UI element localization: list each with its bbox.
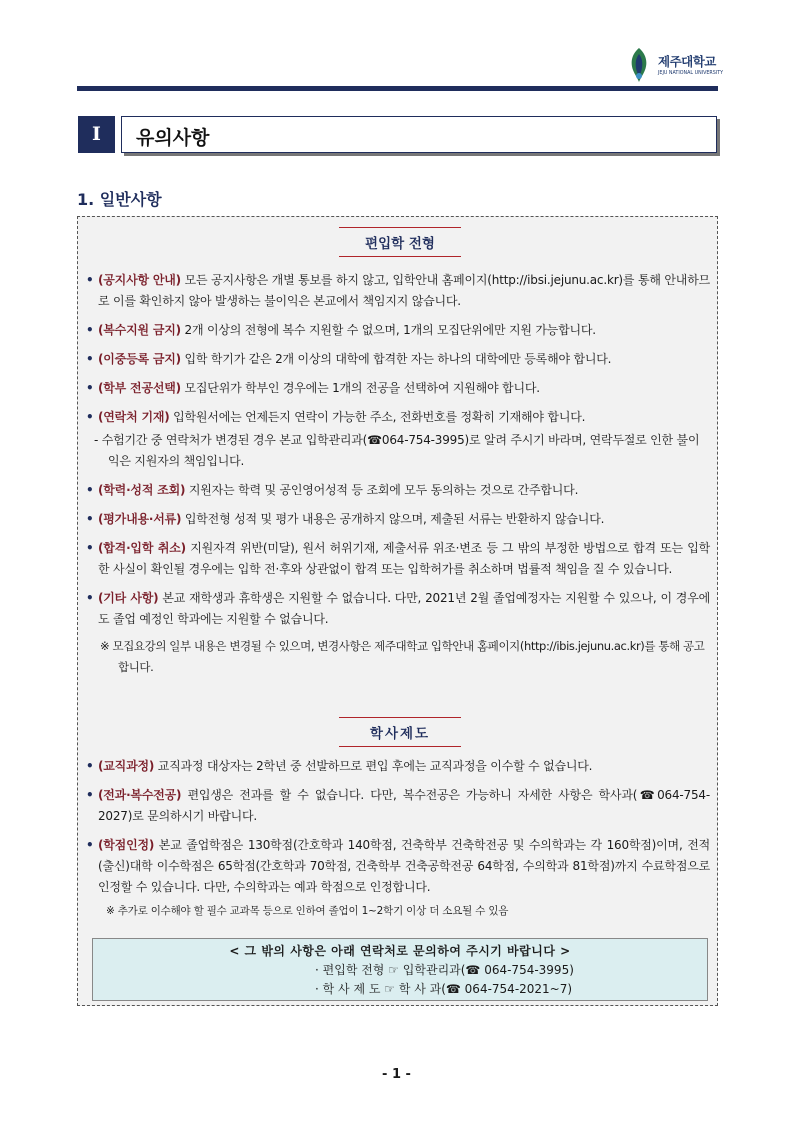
list-item <box>86 756 710 777</box>
item-key: (연락처 기재) <box>98 410 170 424</box>
section-title: 유의사항 <box>136 127 210 149</box>
item-text: 본교 졸업학점은 130학점(간호학과 140학점, 건축학부 건축학전공 및 수의학과는 각 160학점)이며, 전적(출신)대학 이수학점은 65학점(간호학과 70학점, 건축학부 건축공학전공 64학점, 수의학과 81학점)까지 수료학점으로 인정할 수 있습니다. 다만, 수의학과는 예과 학점으로 인정합니다. <box>98 838 710 894</box>
logo-korean-name: 제주대학교 <box>658 54 716 69</box>
section-number: I <box>78 116 115 153</box>
item-key: (공지사항 안내) <box>98 273 181 287</box>
item-text: 입학원서에는 언제든지 연락이 가능한 주소, 전화번호를 정확히 기재해야 합니다. <box>169 410 586 424</box>
contact-box <box>92 938 708 1001</box>
academic-heading: 학사제도 <box>339 717 461 747</box>
list-item <box>86 349 710 370</box>
item-text: 모든 공지사항은 개별 통보를 하지 않고, 입학안내 홈페이지(http://ibsi.jejunu.ac.kr)를 통해 안내하므로 이를 확인하지 않아 발생하는 불이익은 본교에서 책임지지 않습니다. <box>98 273 710 308</box>
bullet-icon: • <box>86 381 94 395</box>
section-title-box <box>121 116 717 153</box>
contact-title: < 그 밖의 사항은 아래 연락처로 문의하여 주시기 바랍니다 > <box>229 944 571 958</box>
bullet-icon: • <box>86 483 94 497</box>
item-key: (복수지원 금지) <box>98 323 181 337</box>
academic-items <box>86 756 710 920</box>
graduation-notice: ※ 추가로 이수해야 할 필수 교과목 등으로 인하여 졸업이 1~2학기 이상 더 소요될 수 있음 <box>106 905 509 917</box>
list-item <box>86 785 710 827</box>
list-item <box>86 588 710 630</box>
bullet-icon: • <box>86 323 94 337</box>
item-text: 입학전형 성적 및 평가 내용은 공개하지 않으며, 제출된 서류는 반환하지 않습니다. <box>181 512 605 526</box>
item-text: 지원자는 학력 및 공인영어성적 등 조회에 모두 동의하는 것으로 간주합니다. <box>185 483 579 497</box>
contact-academic: · 학 사 제 도 ☞ 학 사 과(☎ 064-754-2021~7) <box>315 982 573 996</box>
item-key: (학부 전공선택) <box>98 381 181 395</box>
bullet-icon: • <box>86 512 94 526</box>
jnu-emblem-icon <box>624 46 654 84</box>
bullet-icon: • <box>86 352 94 366</box>
list-item <box>86 480 710 501</box>
contact-admissions: · 편입학 전형 ☞ 입학관리과(☎ 064-754-3995) <box>315 963 574 977</box>
list-item <box>86 835 710 898</box>
bullet-icon: • <box>86 838 94 852</box>
item-text: 모집단위가 학부인 경우에는 1개의 전공을 선택하여 지원해야 합니다. <box>180 381 540 395</box>
list-item <box>86 320 710 341</box>
bullet-icon: • <box>86 273 94 287</box>
item-text: 입학 학기가 같은 2개 이상의 대학에 합격한 자는 하나의 대학에만 등록해야 합니다. <box>180 352 612 366</box>
bullet-icon: • <box>86 759 94 773</box>
item-text: 지원자격 위반(미달), 원서 허위기재, 제출서류 위조·변조 등 그 밖의 부정한 방법으로 합격 또는 입학한 사실이 확인될 경우에는 입학 전·후와 상관없이 합격 또는 입학허가를 취소하며 법률적 책임을 질 수 있습니다. <box>98 541 711 576</box>
item-key: (평가내용·서류) <box>98 512 182 526</box>
item-key: (교직과정) <box>98 759 155 773</box>
item-key: (합격·입학 취소) <box>98 541 186 555</box>
item-text: 본교 재학생과 휴학생은 지원할 수 없습니다. 다만, 2021년 2월 졸업예정자는 지원할 수 있으나, 이 경우에도 졸업 예정인 학과에는 지원할 수 없습니다. <box>98 591 710 626</box>
item-key: (학력·성적 조회) <box>98 483 186 497</box>
bullet-icon: • <box>86 788 94 802</box>
bullet-icon: • <box>86 541 94 555</box>
list-item <box>86 538 710 580</box>
item-text: 교직과정 대상자는 2학년 중 선발하므로 편입 후에는 교직과정을 이수할 수 없습니다. <box>154 759 593 773</box>
list-item <box>86 378 710 399</box>
bullet-icon: • <box>86 410 94 424</box>
list-item <box>86 509 710 530</box>
transfer-items <box>86 270 710 686</box>
university-logo <box>624 46 724 84</box>
contact-change-subnote: - 수험기간 중 연락처가 변경된 경우 본교 입학관리과(☎064-754-3995)로 알려 주시기 바라며, 연락두절로 인한 불이익은 지원자의 책임입니다. <box>94 433 700 468</box>
subheading: 1. 일반사항 <box>77 190 162 209</box>
logo-english-name: JEJU NATIONAL UNIVERSITY <box>658 71 724 76</box>
list-item <box>86 407 710 428</box>
header-rule <box>77 86 718 91</box>
item-key: (기타 사항) <box>98 591 159 605</box>
item-key: (학점인정) <box>98 838 155 852</box>
item-text: 편입생은 전과를 할 수 없습니다. 다만, 복수전공은 가능하니 자세한 사항은 학사과(☎064-754-2027)로 문의하시기 바랍니다. <box>98 788 710 823</box>
item-key: (이중등록 금지) <box>98 352 181 366</box>
transfer-heading: 편입학 전형 <box>339 227 461 257</box>
page-number: - 1 - <box>382 1067 411 1082</box>
bullet-icon: • <box>86 591 94 605</box>
list-item <box>86 270 710 312</box>
change-notice: ※ 모집요강의 일부 내용은 변경될 수 있으며, 변경사항은 제주대학교 입학안내 홈페이지(http://ibis.jejunu.ac.kr)를 통해 공고합니다. <box>100 639 705 674</box>
item-text: 2개 이상의 전형에 복수 지원할 수 없으며, 1개의 모집단위에만 지원 가능합니다. <box>180 323 596 337</box>
item-key: (전과·복수전공) <box>98 788 182 802</box>
